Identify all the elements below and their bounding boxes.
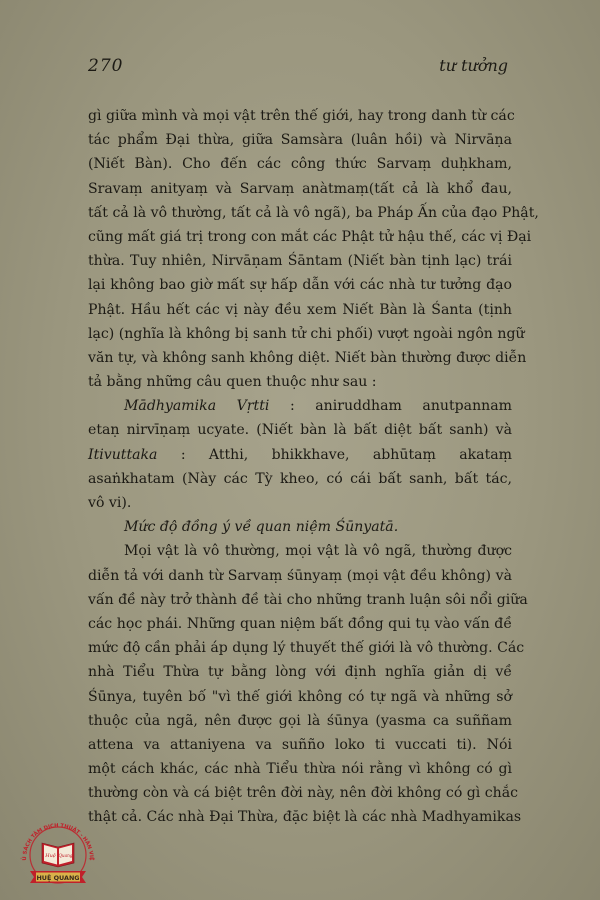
line-text: thật cả. Các nhà Đại Thừa, đặc biệt là các nhà Madhyamikas: [88, 809, 522, 826]
line-text: vô vi).: [88, 495, 132, 511]
text-line: [88, 104, 515, 128]
text-line: [88, 539, 512, 563]
italic-term: Mādhyamika Vṛtti: [124, 398, 270, 415]
line-text: asaṅkhatam (Này các Tỳ kheo, có cái bất sanh, bất tác,: [88, 470, 512, 487]
line-text: tả bằng những câu quen thuộc như sau :: [88, 374, 377, 391]
line-text: thường còn và cá biệt trên đời này, nên đời không có gì chắc: [88, 785, 519, 802]
line-text: : Atthi, bhikkhave, abhūtaṃ akataṃ: [180, 446, 512, 463]
line-text: diễn tả với danh từ Sarvaṃ śūnyaṃ (mọi vật đều không) và: [88, 567, 512, 584]
line-text: thuộc của ngã, nên được gọi là śūnya (yasma ca suññam: [88, 712, 512, 729]
text-line: [88, 491, 512, 515]
line-text: các học phái. Những quan niệm bất đồng qui tụ vào vấn đề: [88, 615, 512, 632]
line-text: etaṇ nirvīṇaṃ ucyate. (Niết bàn là bất diệt bất sanh) và: [88, 422, 512, 439]
text-line: [88, 225, 532, 249]
line-text: lạc) (nghĩa là không bị sanh tử chi phối) vượt ngoài ngôn ngữ: [88, 325, 525, 342]
page-header: [88, 56, 508, 80]
text-line: [88, 467, 512, 491]
line-text: thừa. Tuy nhiên, Nirvāṇam Śāntam (Niết bàn tịnh lạc) trái: [88, 253, 512, 270]
text-line: [88, 515, 512, 539]
text-line: [88, 201, 539, 225]
text-line: [88, 636, 525, 660]
svg-text:TỦ SÁCH TÂM DỊCH THUẬT - HÀN V: Ủ SÁCH TÂM DỊCH THUẬT - HÀN VIỆ: [21, 822, 95, 861]
text-line: [88, 370, 512, 394]
line-text: một cách khác, các nhà Tiểu thừa nói rằng vì không có gì: [88, 761, 512, 778]
line-text: văn tự, và không sanh không diệt. Niết bàn thường được diễn: [88, 349, 527, 366]
line-text: (Niết Bàn). Cho đến các công thức Sarvaṃ duḥkham,: [88, 156, 512, 173]
text-line: [88, 805, 522, 829]
text-line: [88, 322, 525, 346]
body-text: [88, 104, 539, 830]
text-line: [88, 152, 512, 176]
text-line: [88, 781, 519, 805]
text-line: [88, 298, 512, 322]
text-line: [88, 733, 512, 757]
italic-term: Mức độ đồng ý về quan niệm Śūnyatā.: [124, 519, 399, 536]
line-text: mức độ cần phải áp dụng lý thuyết thế giới là vô thường. Các: [88, 640, 525, 657]
line-text: vấn đề này trở thành đề tài cho những tranh luận sôi nổi giữa: [88, 591, 528, 608]
text-line: [88, 612, 512, 636]
page-number: 270: [88, 56, 124, 76]
line-text: Mọi vật là vô thường, mọi vật là vô ngã, thường được: [124, 543, 512, 560]
line-text: Phật. Hầu hết các vị này đều xem Niết Bàn là Śanta (tịnh: [88, 301, 512, 318]
line-text: tất cả là vô thường, tất cả là vô ngã), ba Pháp Ấn của đạo Phật,: [88, 204, 539, 221]
text-line: [88, 685, 512, 709]
text-line: [88, 346, 527, 370]
text-line: [88, 394, 512, 418]
line-text: gì giữa mình và mọi vật trên thế giới, hay trong danh từ các: [88, 108, 515, 124]
line-text: Śūnya, tuyên bố "vì thế giới không có tự ngã và những sở: [88, 688, 512, 705]
text-line: [88, 757, 512, 781]
text-line: [88, 588, 528, 612]
text-line: [88, 128, 512, 152]
line-text: tác phẩm Đại thừa, giữa Samsàra (luân hồi) và Nirvāṇa: [88, 132, 512, 149]
text-line: [88, 249, 512, 273]
hue-quang-logo-icon: [16, 815, 100, 885]
text-line: [88, 443, 512, 467]
text-line: [88, 709, 512, 733]
svg-text:Quang: Quang: [58, 853, 73, 858]
line-text: lại không bao giờ mất sự hấp dẫn với các nhà tư tưởng đạo: [88, 277, 512, 294]
line-text: : aniruddham anutpannam: [289, 398, 513, 415]
text-line: [88, 418, 512, 442]
line-text: attena va attaniyena va suñño loko ti vuccati ti). Nói: [88, 736, 512, 753]
line-text: Sravaṃ anityaṃ và Sarvaṃ anàtmaṃ(tất cả là khổ đau,: [88, 180, 512, 197]
svg-text:Huệ: Huệ: [45, 853, 56, 859]
line-text: nhà Tiểu Thừa tự bằng lòng với định nghĩa giản dị về: [88, 664, 512, 681]
running-head: tư tưởng: [439, 56, 508, 75]
italic-term: Itivuttaka: [88, 446, 158, 463]
line-text: cũng mất giá trị trong con mắt các Phật tử hậu thế, các vị Đại: [88, 228, 532, 245]
text-line: [88, 177, 512, 201]
text-line: [88, 660, 512, 684]
text-line: [88, 273, 512, 297]
svg-text:HUỆ QUANG: HUỆ QUANG: [36, 873, 80, 882]
text-line: [88, 564, 512, 588]
